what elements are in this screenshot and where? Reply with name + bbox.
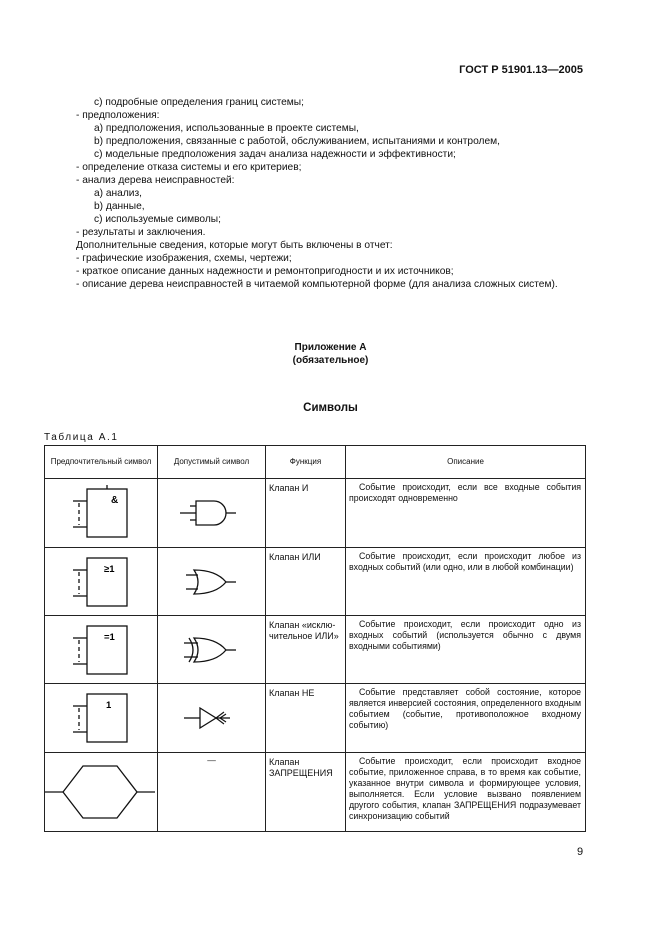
- alternative-symbol-xor: [158, 616, 266, 684]
- preferred-symbol-xor: [45, 616, 158, 684]
- column-header: Предпочтительный символ: [45, 446, 158, 479]
- gate-label: 1: [106, 700, 112, 711]
- alternative-symbol-not: [158, 684, 266, 753]
- list-item: с) используемые символы;: [94, 214, 221, 225]
- description-cell: [346, 616, 586, 684]
- list-item: b) данные,: [94, 201, 145, 212]
- inhibit-gate-icon: [45, 756, 157, 828]
- preferred-symbol-not: [45, 684, 158, 753]
- list-item: а) анализ,: [94, 188, 142, 199]
- alternative-symbol-and: [158, 479, 266, 548]
- and-gate-iec-icon: [61, 485, 141, 541]
- column-header: Описание: [346, 446, 586, 479]
- and-gate-ansi-icon: [172, 493, 252, 533]
- function-cell: Клапан И: [266, 479, 346, 548]
- list-item: с) подробные определения границ системы;: [94, 97, 304, 108]
- list-item: с) модельные предположения задач анализа надежности и эффективности;: [94, 149, 456, 160]
- list-item: - описание дерева неисправностей в читаемой компьютерной форме (для анализа сложных систем).: [76, 279, 558, 290]
- preferred-symbol-or: [45, 548, 158, 616]
- or-gate-iec-icon: [61, 554, 141, 610]
- table-row: [45, 548, 586, 616]
- table-row: [45, 616, 586, 684]
- gate-label: ≥1: [104, 563, 115, 575]
- not-gate-iec-icon: [61, 690, 141, 746]
- description-text: Событие представляет собой состояние, которое является инверсией состояния, определенного входным событием (событие, противоположное входному событию): [349, 687, 581, 730]
- list-item: - графические изображения, схемы, чертежи;: [76, 253, 292, 264]
- paragraph: Дополнительные сведения, которые могут быть включены в отчет:: [76, 240, 393, 251]
- gate-label: &: [111, 495, 119, 506]
- table-label: Таблица А.1: [44, 432, 119, 443]
- table-row: [45, 684, 586, 753]
- column-header: Допустимый символ: [158, 446, 266, 479]
- preferred-symbol-inhibit: [45, 753, 158, 832]
- description-text: Событие происходит, если все входные события происходят одновременно: [349, 482, 581, 503]
- list-item: - результаты и заключения.: [76, 227, 206, 238]
- preferred-symbol-and: [45, 479, 158, 548]
- list-item: а) предположения, использованные в проекте системы,: [94, 123, 359, 134]
- description-text: Событие происходит, если происходит любое из входных событий (или одно, или в любой комбинации): [349, 551, 581, 572]
- description-text: Событие происходит, если происходит одно из входных событий (используется обычно с двумя входными событиями): [349, 619, 581, 651]
- standard-header: ГОСТ Р 51901.13—2005: [459, 64, 583, 76]
- list-item: - определение отказа системы и его критериев;: [76, 162, 302, 173]
- alternative-symbol-or: [158, 548, 266, 616]
- function-cell: Клапан «исклю-чительное ИЛИ»: [266, 616, 346, 684]
- table-row: [45, 753, 586, 832]
- appendix-status: (обязательное): [292, 355, 369, 366]
- or-gate-ansi-icon: [172, 562, 252, 602]
- table-row: [45, 479, 586, 548]
- description-cell: [346, 548, 586, 616]
- function-cell: Клапан ЗАПРЕЩЕНИЯ: [266, 753, 346, 832]
- page-number: 9: [577, 846, 584, 858]
- function-cell: Клапан ИЛИ: [266, 548, 346, 616]
- not-gate-ansi-icon: [172, 698, 252, 738]
- list-item: - предположения:: [76, 110, 160, 121]
- symbols-table: [44, 445, 586, 832]
- description-text: Событие происходит, если происходит входное событие, приложенное справа, в то время как событие, указанное внутри символа и формирующее условия, выполняется. Если условие вызвано появлением другого события, клапан ЗАПРЕЩЕНИЯ подразумевает синхронизацию событий: [349, 756, 581, 821]
- list-item: b) предположения, связанные с работой, обслуживанием, испытаниями и контролем,: [94, 136, 500, 147]
- table-header-row: [45, 446, 586, 479]
- description-cell: [346, 753, 586, 832]
- list-item: - анализ дерева неисправностей:: [76, 175, 235, 186]
- alternative-symbol-none: —: [158, 753, 266, 832]
- section-title: Символы: [303, 402, 358, 414]
- xor-gate-iec-icon: [61, 622, 141, 678]
- description-cell: [346, 479, 586, 548]
- list-item: - краткое описание данных надежности и ремонтопригодности и их источников;: [76, 266, 454, 277]
- function-cell: Клапан НЕ: [266, 684, 346, 753]
- gate-label: =1: [104, 631, 115, 643]
- description-cell: [346, 684, 586, 753]
- appendix-title: Приложение А: [294, 342, 367, 353]
- xor-gate-ansi-icon: [172, 630, 252, 670]
- column-header: Функция: [266, 446, 346, 479]
